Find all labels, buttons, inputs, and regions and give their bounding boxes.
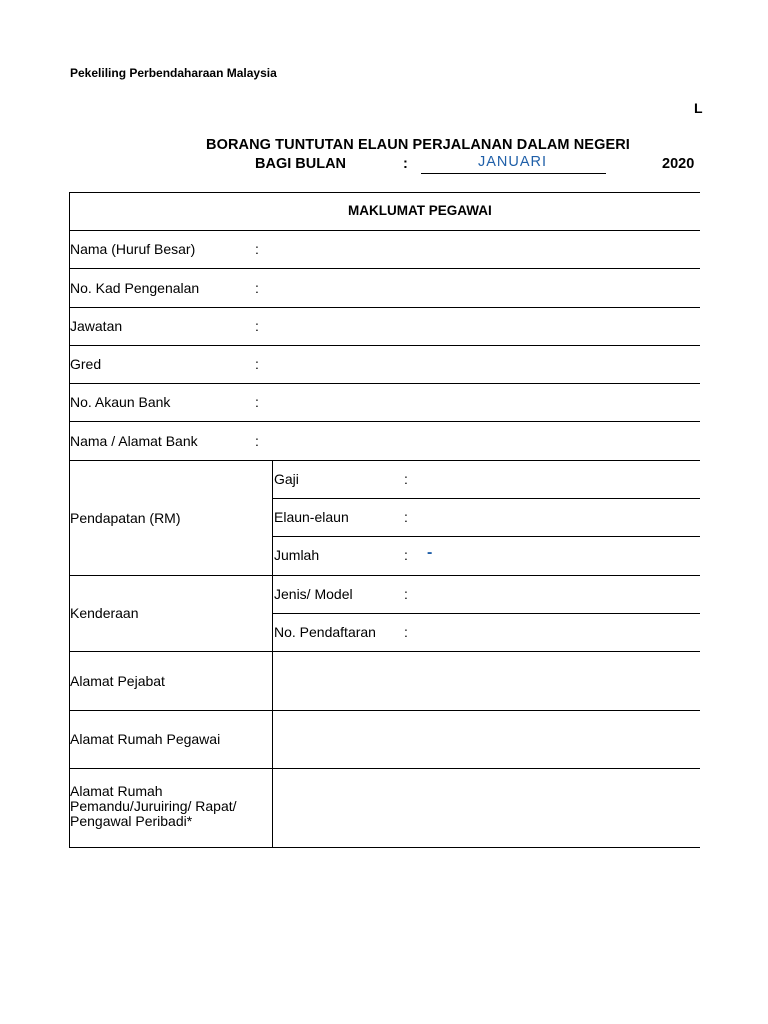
field-label-bank-account: No. Akaun Bank: [70, 394, 171, 410]
field-colon: :: [404, 586, 408, 602]
field-colon: :: [255, 394, 259, 410]
field-colon: :: [255, 280, 259, 296]
document-header: Pekeliling Perbendaharaan Malaysia: [70, 66, 277, 80]
alamat-pemandu-line: Alamat Rumah: [70, 783, 163, 799]
field-label-jawatan: Jawatan: [70, 318, 123, 334]
jumlah-value[interactable]: -: [427, 544, 433, 561]
section-title: MAKLUMAT PEGAWAI: [348, 203, 492, 218]
field-label-alamat-pemandu: [70, 784, 237, 829]
month-value[interactable]: JANUARI: [478, 154, 548, 170]
field-colon: :: [255, 356, 259, 372]
row-divider: [69, 575, 700, 576]
officer-info-form: [69, 192, 709, 848]
row-divider: [69, 268, 700, 269]
column-divider: [272, 460, 273, 848]
field-label-ic: No. Kad Pengenalan: [70, 280, 200, 296]
form-border-top: [69, 192, 700, 193]
row-divider: [272, 613, 700, 614]
field-label-gaji: Gaji: [274, 471, 299, 487]
alamat-pemandu-line: Pengawal Peribadi*: [70, 813, 193, 829]
month-label: BAGI BULAN: [255, 156, 347, 172]
field-label-nama: Nama (Huruf Besar): [70, 241, 196, 257]
field-colon: :: [255, 241, 259, 257]
form-border-bottom: [69, 847, 700, 848]
form-title: BORANG TUNTUTAN ELAUN PERJALANAN DALAM NEGERI: [206, 137, 630, 153]
row-divider: [69, 230, 700, 231]
field-label-kenderaan: Kenderaan: [70, 605, 139, 621]
row-divider: [69, 651, 700, 652]
field-colon: :: [404, 624, 408, 640]
corner-mark: L: [694, 100, 703, 116]
field-label-jenis-model: Jenis/ Model: [274, 586, 353, 602]
row-divider: [69, 345, 700, 346]
row-divider: [69, 307, 700, 308]
row-divider: [272, 498, 700, 499]
field-label-elaun: Elaun-elaun: [274, 509, 349, 525]
field-label-alamat-pejabat: Alamat Pejabat: [70, 673, 165, 689]
field-label-gred: Gred: [70, 356, 102, 372]
field-colon: :: [255, 318, 259, 334]
row-divider: [69, 460, 700, 461]
field-colon: :: [255, 433, 259, 449]
month-colon: :: [403, 156, 408, 172]
row-divider: [69, 768, 700, 769]
field-label-bank-address: Nama / Alamat Bank: [70, 433, 198, 449]
field-label-jumlah: Jumlah: [274, 547, 320, 563]
row-divider: [272, 536, 700, 537]
field-label-no-pendaftaran: No. Pendaftaran: [274, 624, 376, 640]
field-colon: :: [404, 547, 408, 563]
alamat-pemandu-line: Pemandu/Juruiring/ Rapat/: [70, 798, 237, 814]
row-divider: [69, 710, 700, 711]
month-underline: [421, 173, 606, 174]
year-value: 2020: [662, 156, 695, 172]
row-divider: [69, 421, 700, 422]
field-colon: :: [404, 471, 408, 487]
field-colon: :: [404, 509, 408, 525]
field-label-alamat-rumah: Alamat Rumah Pegawai: [70, 731, 221, 747]
row-divider: [69, 383, 700, 384]
field-label-pendapatan: Pendapatan (RM): [70, 510, 181, 526]
